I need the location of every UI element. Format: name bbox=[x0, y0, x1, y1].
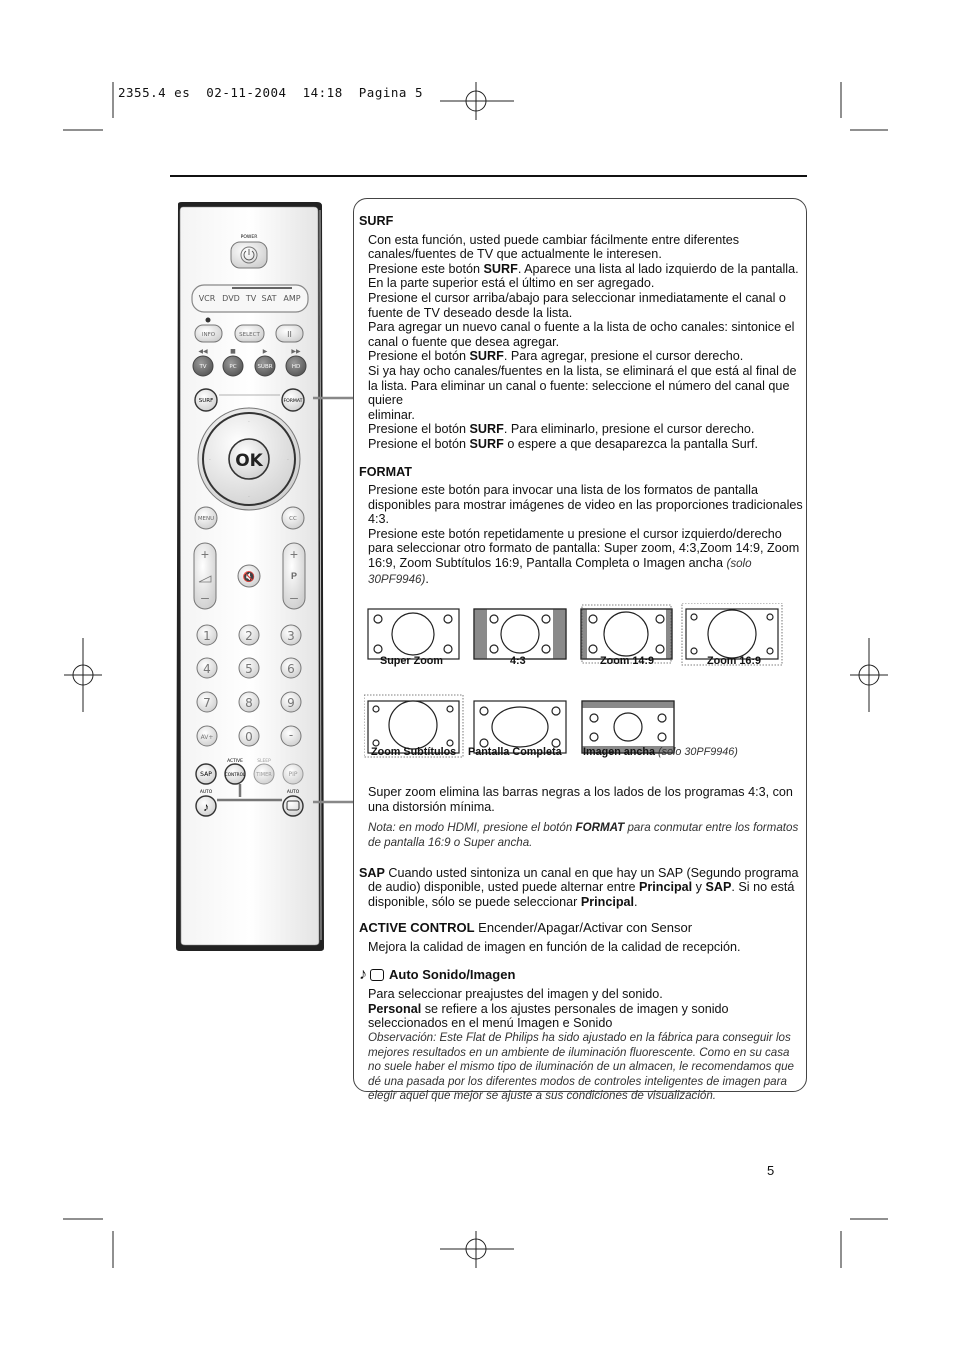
svg-text:AUTO: AUTO bbox=[199, 790, 213, 795]
svg-text:SAT: SAT bbox=[261, 294, 277, 303]
surf-p2: Presione este botón SURF. Aparece una lista al lado izquierdo de la pantalla. En la parte superior está el último en ser agregado. bbox=[368, 261, 799, 291]
svg-text:·: · bbox=[248, 494, 250, 500]
svg-text:CONTROL: CONTROL bbox=[224, 772, 246, 777]
format-caption-super-zoom: Super Zoom bbox=[380, 655, 443, 668]
svg-text:9: 9 bbox=[287, 696, 295, 710]
pointer-lines bbox=[310, 390, 356, 810]
svg-text:SAP: SAP bbox=[200, 771, 212, 778]
auto-p2: Personal se refiere a los ajustes personales de imagen y sonido seleccionados en el menú Imagen e Sonido bbox=[368, 1001, 729, 1031]
svg-text:INFO: INFO bbox=[201, 332, 216, 338]
print-slug: 2355.4 es 02-11-2004 14:18 Pagina 5 bbox=[118, 85, 423, 100]
svg-text:DVD: DVD bbox=[222, 294, 240, 303]
auto-section bbox=[359, 987, 805, 1104]
active-control-heading: ACTIVE CONTROL Encender/Apagar/Activar con Sensor bbox=[359, 920, 693, 936]
format-p2: Presione este botón repetidamente u presione el cursor izquierdo/derecho para seleccionar otro formato de pantalla: Super zoom, 4:3,Zoom 14:9, Zoom 16:9, Zoom Subtítulos 16:9, Pantalla Completa o Imagen ancha (solo 30PF9946). bbox=[368, 526, 800, 586]
svg-text:-: - bbox=[288, 728, 294, 742]
format-caption-zoom-14-9: Zoom 14:9 bbox=[600, 655, 654, 668]
surf-p6b: eliminar. bbox=[368, 407, 415, 422]
svg-text:■: ■ bbox=[230, 348, 236, 355]
format-diagrams bbox=[359, 587, 805, 785]
music-note-icon: ♪ bbox=[359, 965, 367, 983]
format-caption-zoom-16-9: Zoom 16:9 bbox=[707, 655, 761, 668]
svg-text:8: 8 bbox=[245, 696, 253, 710]
sap-paragraph: SAP Cuando usted sintoniza un canal en que hay un SAP (Segundo programa de audio) disponible, usted puede alternar entre Principal y SAP. Si no está disponible, sólo se puede seleccionar Principal. bbox=[359, 865, 799, 909]
active-control-p1: Mejora la calidad de imagen en función de la calidad de recepción. bbox=[368, 940, 741, 954]
svg-text:2: 2 bbox=[245, 629, 253, 643]
surf-p4: Para agregar un nuevo canal o fuente a la lista de ocho canales: sintonice el canal o fuente que desea agregar. bbox=[368, 320, 795, 349]
svg-text:AV+: AV+ bbox=[200, 734, 214, 741]
surf-section bbox=[359, 233, 805, 452]
format-section-2 bbox=[359, 785, 805, 850]
surf-p5: Presione el botón SURF. Para agregar, presione el cursor derecho. bbox=[368, 349, 744, 364]
svg-text:FORMAT: FORMAT bbox=[283, 399, 303, 404]
format-thumbnails bbox=[364, 603, 784, 765]
format-section bbox=[359, 483, 805, 587]
svg-text:MENU: MENU bbox=[197, 516, 215, 522]
svg-text:+: + bbox=[289, 546, 299, 562]
screen-icon bbox=[370, 969, 384, 981]
surf-p6: Si ya hay ocho canales/fuentes en la lista, se eliminará el que está al final de la lista. Para eliminar un canal o fuente: seleccione el número del canal que quiere bbox=[368, 363, 797, 408]
auto-heading: ♪ Auto Sonido/Imagen bbox=[359, 965, 516, 983]
remote-drawing bbox=[172, 200, 327, 952]
svg-text:HD: HD bbox=[291, 364, 301, 370]
surf-p7: Presione el botón SURF. Para eliminarlo, presione el cursor derecho. bbox=[368, 422, 755, 437]
page-number: 5 bbox=[767, 1163, 775, 1178]
music-note-icon: ♪ bbox=[203, 800, 209, 814]
svg-text:P: P bbox=[290, 571, 298, 581]
svg-text:▶: ▶ bbox=[262, 348, 268, 355]
format-p3: Super zoom elimina las barras negras a los lados de los programas 4:3, con una distorsión mínima. bbox=[368, 785, 793, 814]
svg-text:SURF: SURF bbox=[198, 398, 214, 404]
surf-heading: SURF bbox=[359, 214, 394, 228]
format-caption-imagen-ancha: Imagen ancha (solo 30PF9946) bbox=[583, 746, 738, 759]
auto-p1: Para seleccionar preajustes del imagen y del sonido. bbox=[368, 987, 663, 1002]
svg-text:5: 5 bbox=[245, 662, 253, 676]
description-content bbox=[359, 214, 805, 1104]
format-caption-4-3: 4:3 bbox=[510, 655, 526, 668]
surf-p3: Presione el cursor arriba/abajo para seleccionar inmediatamente el canal o fuente de TV deseado desde la lista. bbox=[368, 290, 786, 320]
svg-text:TV: TV bbox=[199, 364, 207, 370]
power-label: POWER bbox=[240, 235, 258, 240]
remote-control-illustration bbox=[172, 200, 327, 952]
format-heading: FORMAT bbox=[359, 464, 412, 479]
auto-observation: Observación: Este Flat de Philips ha sido ajustado en la fábrica para conseguir los mejores resultados en un ambiente de iluminación fluorescente. Como en su casa no suele haber el mismo tipo de iluminación de un almacen, le recomendamos que dé una pasada por los diferentes modos de controles inteligentes de imagen para elegir aquel que mejor se ajuste a sus condiciones de visualización. bbox=[368, 1030, 794, 1103]
svg-text:TV: TV bbox=[245, 294, 257, 303]
svg-text:▶▶: ▶▶ bbox=[291, 348, 301, 355]
format-caption-zoom-subtitulos: Zoom Subtítulos bbox=[371, 746, 457, 759]
svg-text:TIMER: TIMER bbox=[256, 772, 272, 778]
surf-p8: Presione el botón SURF o espere a que desaparezca la pantalla Surf. bbox=[368, 436, 758, 451]
svg-text:AMP: AMP bbox=[283, 294, 301, 303]
surf-p1: Con esta función, usted puede cambiar fácilmente entre diferentes canales/fuentes de TV que actualmente le interesen. bbox=[368, 232, 740, 262]
svg-text:6: 6 bbox=[287, 662, 295, 676]
svg-text:7: 7 bbox=[203, 696, 211, 710]
svg-text:SLEEP: SLEEP bbox=[257, 759, 271, 764]
svg-text:PC: PC bbox=[229, 364, 237, 370]
svg-text:4: 4 bbox=[203, 662, 211, 676]
svg-text:·: · bbox=[287, 457, 289, 463]
svg-text:◀◀: ◀◀ bbox=[198, 348, 208, 355]
mute-icon: 🔇 bbox=[242, 572, 256, 583]
svg-text:PIP: PIP bbox=[288, 771, 298, 778]
svg-text:+: + bbox=[200, 546, 210, 562]
svg-text:OK: OK bbox=[235, 451, 263, 471]
svg-text:3: 3 bbox=[287, 629, 295, 643]
svg-text:AUTO: AUTO bbox=[286, 790, 300, 795]
svg-text:–: – bbox=[290, 589, 298, 605]
svg-text:·: · bbox=[248, 419, 250, 425]
svg-text:ACTIVE: ACTIVE bbox=[227, 759, 243, 764]
svg-text:II: II bbox=[287, 330, 292, 339]
svg-text:VCR: VCR bbox=[198, 294, 216, 303]
svg-text:–: – bbox=[201, 589, 209, 605]
format-caption-pantalla-completa: Pantalla Completa bbox=[468, 746, 562, 759]
svg-text:0: 0 bbox=[245, 730, 253, 744]
svg-text:SELECT: SELECT bbox=[239, 332, 260, 338]
svg-text:CC: CC bbox=[289, 516, 297, 522]
svg-text:1: 1 bbox=[203, 629, 211, 643]
svg-text:·: · bbox=[209, 457, 211, 463]
format-note: Nota: en modo HDMI, presione el botón FORMAT para conmutar entre los formatos de pantalla 16:9 o Super ancha. bbox=[368, 821, 799, 850]
format-p1: Presione este botón para invocar una lista de los formatos de pantalla disponibles para mostrar imágenes de video en las proporciones tradicionales 4:3. bbox=[368, 483, 803, 527]
svg-text:SUBR: SUBR bbox=[257, 364, 273, 370]
